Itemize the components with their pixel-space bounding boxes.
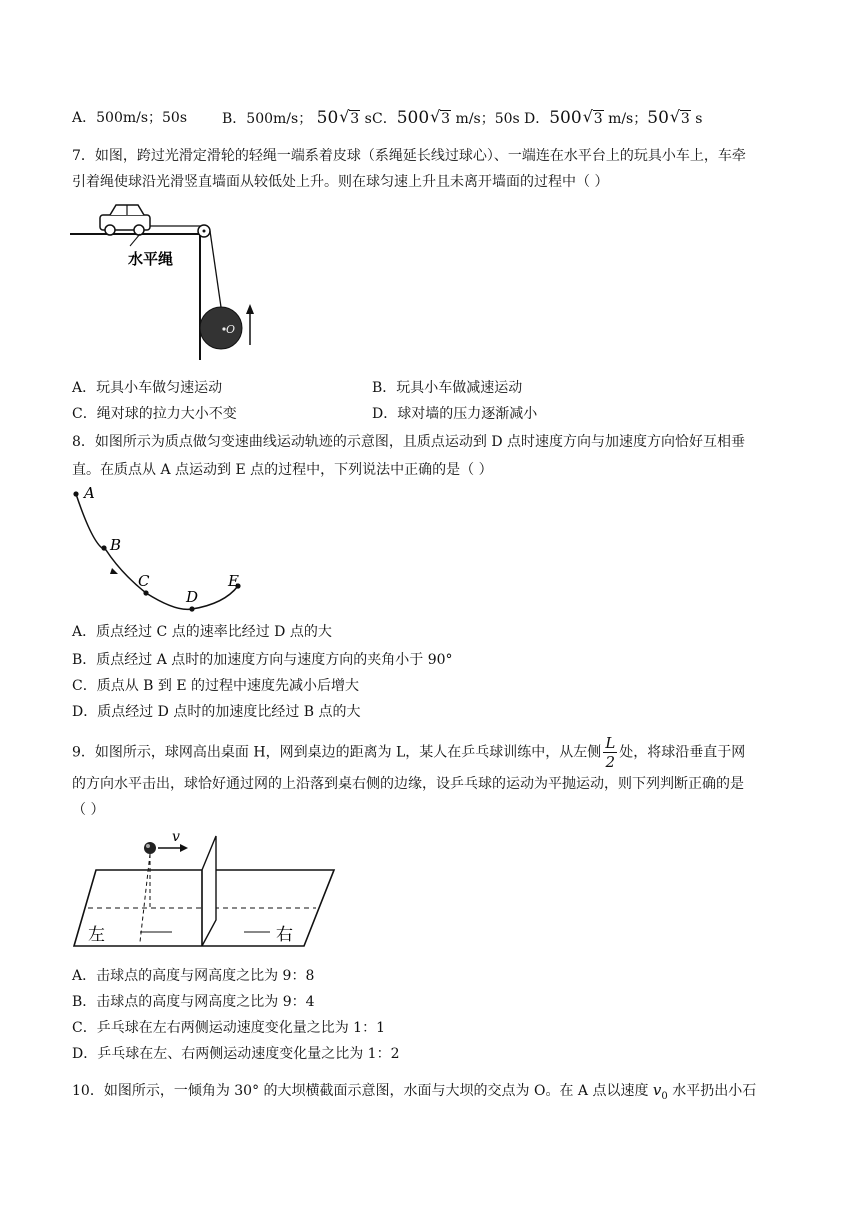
ball-icon	[200, 307, 242, 349]
ball-center-label: O	[226, 323, 236, 336]
toy-car-icon	[100, 205, 150, 235]
label-e: E	[228, 572, 239, 590]
q8-stem-line2: 直。在质点从 A 点运动到 E 点的过程中，下列说法中正确的是（ ）	[72, 462, 493, 478]
point-a	[73, 491, 78, 496]
trajectory-curve	[76, 494, 238, 609]
label-a: A	[84, 484, 95, 502]
ping-pong-ball-icon	[144, 842, 156, 854]
q9-stem-line2: 的方向水平击出，球恰好通过网的上沿落到桌右侧的边缘，设乒乓球的运动为平抛运动，则下列判断正确的是	[72, 776, 744, 792]
q6-option-c: C．500 √ 3 m/s；50s	[372, 107, 520, 128]
q7-option-c: C．绳对球的拉力大小不变	[72, 406, 237, 422]
q8-option-a: A．质点经过 C 点的速率比经过 D 点的大	[72, 624, 332, 640]
q9-option-d: D．乒乓球在左、右两侧运动速度变化量之比为 1：2	[72, 1046, 400, 1062]
q10-stem-line1: 10．如图所示，一倾角为 30° 的大坝横截面示意图，水面与大坝的交点为 O。在 A 点以速度 $v_0$ 水平扔出小石	[72, 1081, 757, 1102]
right-label: 右	[276, 925, 293, 945]
q7-figure	[66, 200, 276, 364]
q9-option-b: B．击球点的高度与网高度之比为 9：4	[72, 994, 315, 1010]
direction-arrow-icon	[110, 568, 118, 574]
q7-option-b: B．玩具小车做减速运动	[372, 380, 523, 396]
q6-option-b: B．500m/s； 50 √ 3 s	[222, 107, 372, 128]
q9-option-c: C．乒乓球在左右两侧运动速度变化量之比为 1：1	[72, 1020, 385, 1036]
velocity-label: v	[172, 829, 180, 845]
q7-stem-line2: 引着绳使球沿光滑竖直墙面从较低处上升。则在球匀速上升且未离开墙面的过程中（ ）	[72, 174, 609, 190]
arrow-right-icon	[180, 844, 188, 852]
q6-option-a: A．500m/s；50s	[72, 110, 188, 126]
q8-option-c: C．质点从 B 到 E 的过程中速度先减小后增大	[72, 678, 360, 694]
q8-option-b: B．质点经过 A 点时的加速度方向与速度方向的夹角小于 90°	[72, 652, 453, 668]
q8-stem-line1: 8．如图所示为质点做匀变速曲线运动轨迹的示意图，且质点运动到 D 点时速度方向与加速度方向恰好互相垂	[72, 434, 746, 450]
q9-figure	[66, 826, 366, 952]
q9-option-a: A．击球点的高度与网高度之比为 9：8	[72, 968, 315, 984]
q7-option-d: D．球对墙的压力逐渐减小	[372, 406, 538, 422]
pulley-icon	[198, 225, 210, 237]
q8-option-d: D．质点经过 D 点时的加速度比经过 B 点的大	[72, 704, 361, 720]
point-b	[101, 545, 106, 550]
fraction-l-over-2: $\frac{L}{2}$	[605, 734, 616, 771]
q7-stem-line1: 7．如图，跨过光滑定滑轮的轻绳一端系着皮球（系绳延长线过球心）、一端连在水平台上的玩具小车上，车牵	[72, 148, 746, 164]
point-d	[189, 606, 194, 611]
left-label: 左	[88, 925, 105, 945]
q9-stem-line1: 9．如图所示，球网高出桌面 H，网到桌边的距离为 L，某人在乒乓球训练中，从左侧 $\frac{L}{2}$ 处，将球沿垂直于网	[72, 734, 746, 771]
rope-label: 水平绳	[128, 250, 174, 268]
arrow-up-icon	[246, 304, 254, 345]
label-c: C	[138, 572, 150, 590]
point-c	[143, 590, 148, 595]
q6-option-d: D．500 √ 3 m/s；50 √ 3 s	[524, 107, 703, 128]
q8-figure	[66, 478, 256, 618]
q9-stem-line3: （ ）	[72, 802, 105, 818]
label-d: D	[186, 588, 199, 606]
label-b: B	[110, 536, 122, 554]
q7-option-a: A．玩具小车做匀速运动	[72, 380, 223, 396]
